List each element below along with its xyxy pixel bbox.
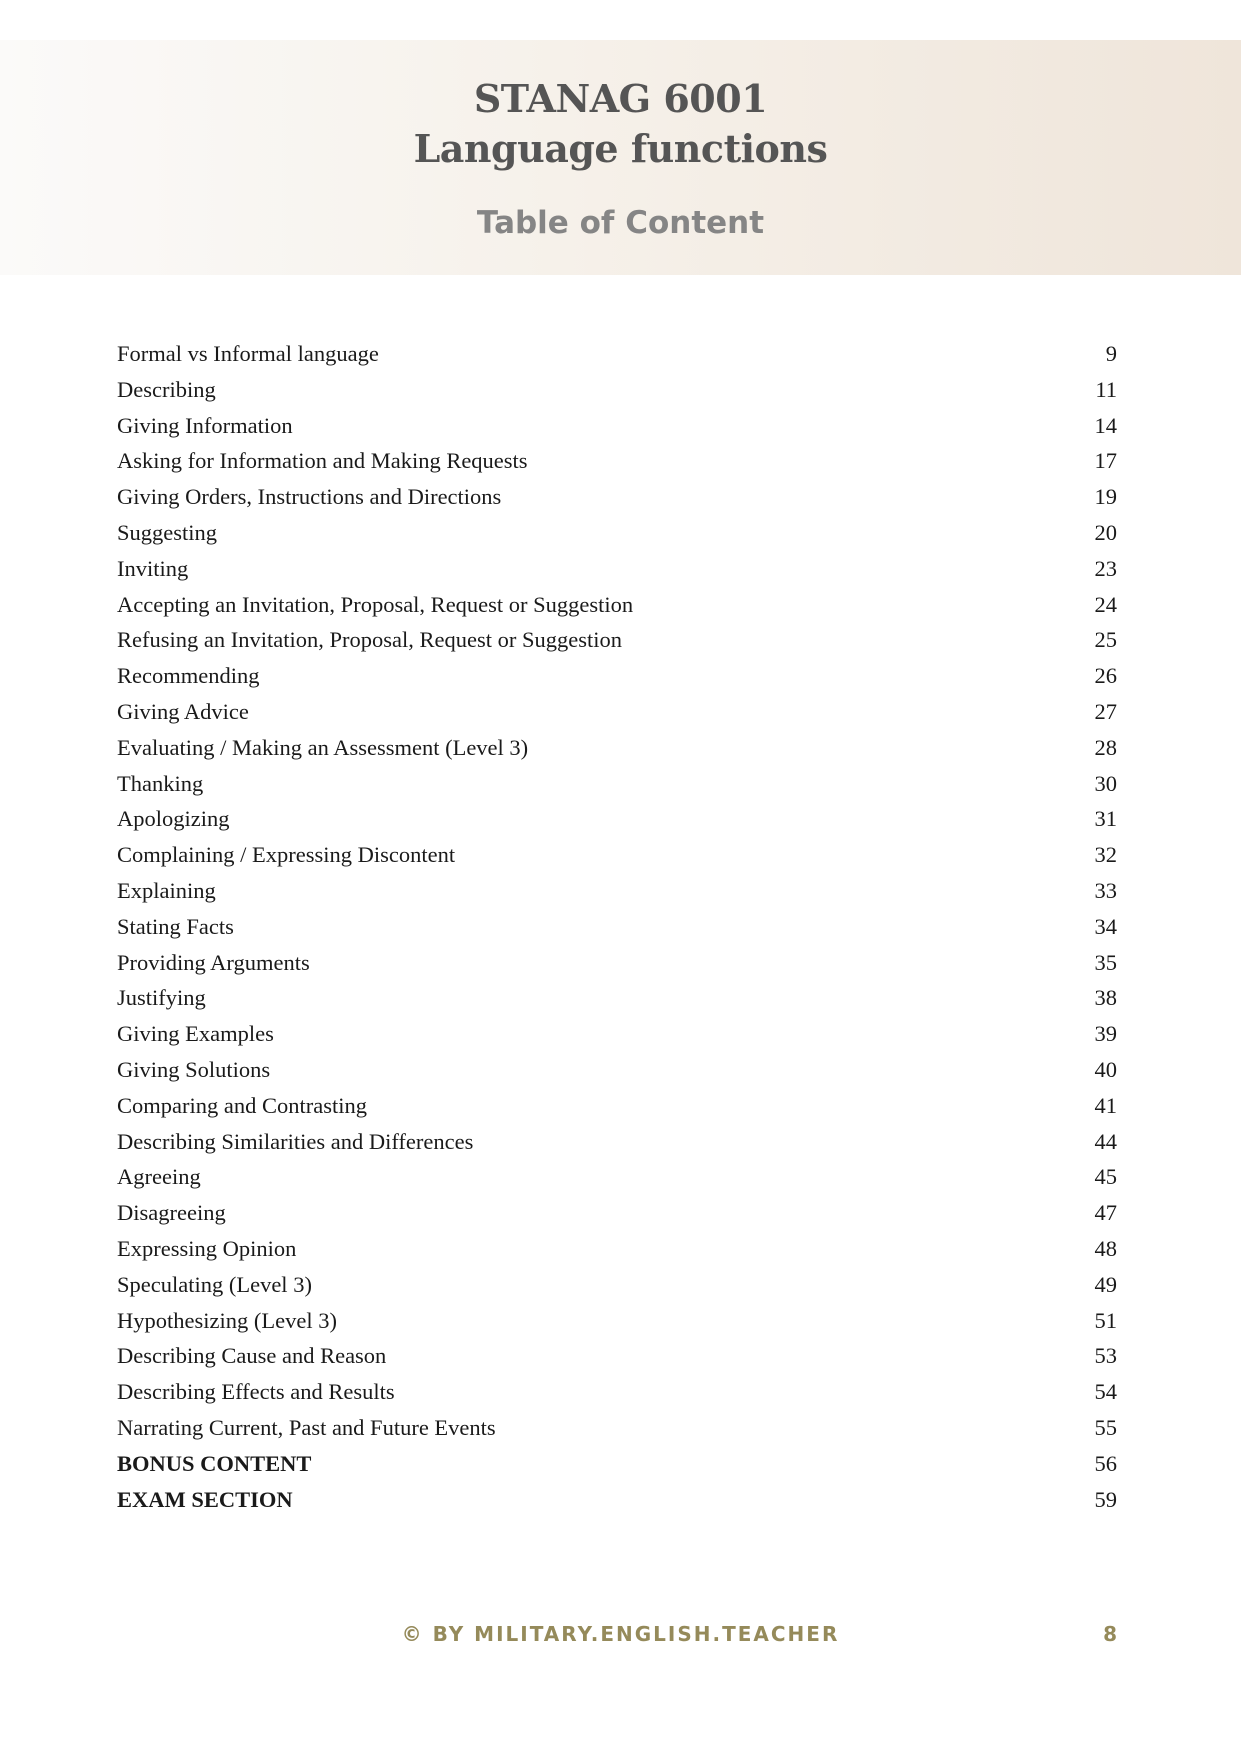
toc-entry[interactable] bbox=[117, 556, 1117, 592]
toc-entry-page: 24 bbox=[1094, 591, 1117, 617]
toc-entry-title: Describing Effects and Results bbox=[117, 1379, 395, 1405]
toc-entry-page: 20 bbox=[1094, 519, 1117, 545]
toc-entry-title: Accepting an Invitation, Proposal, Request or Suggestion bbox=[117, 591, 634, 617]
toc-entry[interactable] bbox=[117, 950, 1117, 986]
toc-entry[interactable] bbox=[117, 448, 1117, 484]
toc-entry-title: Inviting bbox=[117, 555, 189, 581]
toc-entry[interactable] bbox=[117, 771, 1117, 807]
toc-entry-page: 17 bbox=[1094, 448, 1117, 474]
toc-entry[interactable] bbox=[117, 377, 1117, 413]
toc-entry-page: 47 bbox=[1094, 1200, 1117, 1226]
table-of-contents bbox=[117, 341, 1117, 1522]
toc-entry[interactable] bbox=[117, 699, 1117, 735]
toc-entry-page: 32 bbox=[1094, 842, 1117, 868]
toc-entry[interactable] bbox=[117, 1451, 1117, 1487]
toc-entry-page: 48 bbox=[1094, 1235, 1117, 1261]
toc-entry-title: Recommending bbox=[117, 663, 260, 689]
toc-entry-title: Refusing an Invitation, Proposal, Request or Suggestion bbox=[117, 627, 622, 653]
toc-entry-title: Giving Examples bbox=[117, 1021, 274, 1047]
toc-entry-title: BONUS CONTENT bbox=[117, 1450, 312, 1476]
toc-entry-page: 11 bbox=[1095, 376, 1117, 402]
toc-entry-page: 26 bbox=[1094, 663, 1117, 689]
toc-entry-page: 35 bbox=[1094, 949, 1117, 975]
toc-entry-page: 9 bbox=[1105, 341, 1117, 366]
toc-entry-title: Describing Cause and Reason bbox=[117, 1343, 387, 1369]
toc-entry[interactable] bbox=[117, 1236, 1117, 1272]
toc-entry-page: 51 bbox=[1094, 1307, 1117, 1333]
toc-entry-title: Providing Arguments bbox=[117, 949, 310, 975]
toc-entry-title: Comparing and Contrasting bbox=[117, 1092, 367, 1118]
toc-entry-title: Suggesting bbox=[117, 519, 218, 545]
toc-entry-title: Thanking bbox=[117, 770, 204, 796]
toc-entry[interactable] bbox=[117, 341, 1117, 377]
toc-entry-title: Justifying bbox=[117, 985, 206, 1011]
document-subtitle: Language functions bbox=[413, 126, 828, 171]
toc-entry-page: 53 bbox=[1094, 1343, 1117, 1369]
toc-entry[interactable] bbox=[117, 413, 1117, 449]
toc-entry-page: 54 bbox=[1094, 1379, 1117, 1405]
toc-entry-title: Hypothesizing (Level 3) bbox=[117, 1307, 337, 1333]
toc-entry[interactable] bbox=[117, 985, 1117, 1021]
toc-entry[interactable] bbox=[117, 1164, 1117, 1200]
toc-entry-title: Disagreeing bbox=[117, 1200, 226, 1226]
toc-entry[interactable] bbox=[117, 1021, 1117, 1057]
toc-entry[interactable] bbox=[117, 1415, 1117, 1451]
toc-entry-page: 23 bbox=[1094, 555, 1117, 581]
toc-entry-page: 40 bbox=[1094, 1056, 1117, 1082]
toc-entry-page: 59 bbox=[1094, 1486, 1117, 1512]
toc-entry[interactable] bbox=[117, 914, 1117, 950]
toc-entry-page: 30 bbox=[1094, 770, 1117, 796]
toc-entry-page: 28 bbox=[1094, 734, 1117, 760]
toc-entry-title: Complaining / Expressing Discontent bbox=[117, 842, 456, 868]
toc-entry[interactable] bbox=[117, 663, 1117, 699]
toc-entry-title: Describing bbox=[117, 376, 216, 402]
toc-entry-title: Formal vs Informal language bbox=[117, 341, 379, 366]
toc-entry[interactable] bbox=[117, 1379, 1117, 1415]
toc-entry[interactable] bbox=[117, 842, 1117, 878]
document-title: STANAG 6001 bbox=[473, 76, 768, 121]
toc-entry-page: 27 bbox=[1094, 698, 1117, 724]
toc-entry-title: Speculating (Level 3) bbox=[117, 1271, 312, 1297]
toc-entry[interactable] bbox=[117, 627, 1117, 663]
toc-entry-page: 34 bbox=[1094, 913, 1117, 939]
toc-entry-page: 14 bbox=[1094, 412, 1117, 438]
toc-entry-page: 56 bbox=[1094, 1450, 1117, 1476]
toc-entry[interactable] bbox=[117, 592, 1117, 628]
toc-entry-page: 44 bbox=[1094, 1128, 1117, 1154]
toc-entry-title: Evaluating / Making an Assessment (Level 3) bbox=[117, 734, 529, 760]
toc-entry-page: 38 bbox=[1094, 985, 1117, 1011]
footer-credit: © BY MILITARY.ENGLISH.TEACHER bbox=[401, 1622, 840, 1646]
toc-entry-title: EXAM SECTION bbox=[117, 1486, 293, 1512]
toc-entry-title: Stating Facts bbox=[117, 913, 234, 939]
toc-entry-title: Narrating Current, Past and Future Events bbox=[117, 1414, 496, 1440]
toc-entry[interactable] bbox=[117, 1057, 1117, 1093]
toc-entry-page: 41 bbox=[1094, 1092, 1117, 1118]
toc-heading: Table of Content bbox=[476, 205, 765, 241]
toc-entry[interactable] bbox=[117, 1308, 1117, 1344]
toc-entry-title: Giving Orders, Instructions and Directions bbox=[117, 484, 502, 510]
toc-entry-title: Giving Advice bbox=[117, 698, 249, 724]
toc-entry-title: Describing Similarities and Differences bbox=[117, 1128, 474, 1154]
toc-entry-page: 49 bbox=[1094, 1271, 1117, 1297]
toc-entry[interactable] bbox=[117, 520, 1117, 556]
toc-entry-title: Explaining bbox=[117, 877, 216, 903]
toc-entry[interactable] bbox=[117, 735, 1117, 771]
toc-entry-title: Expressing Opinion bbox=[117, 1235, 297, 1261]
toc-entry-page: 39 bbox=[1094, 1021, 1117, 1047]
toc-entry-title: Giving Solutions bbox=[117, 1056, 271, 1082]
toc-entry[interactable] bbox=[117, 484, 1117, 520]
toc-entry[interactable] bbox=[117, 878, 1117, 914]
toc-entry[interactable] bbox=[117, 1487, 1117, 1523]
toc-entry[interactable] bbox=[117, 1272, 1117, 1308]
toc-entry[interactable] bbox=[117, 1129, 1117, 1165]
toc-entry[interactable] bbox=[117, 1093, 1117, 1129]
toc-entry-page: 19 bbox=[1094, 484, 1117, 510]
footer-page-number: 8 bbox=[1103, 1622, 1117, 1646]
toc-entry-page: 55 bbox=[1094, 1414, 1117, 1440]
toc-entry-page: 33 bbox=[1094, 877, 1117, 903]
toc-entry-page: 25 bbox=[1094, 627, 1117, 653]
toc-entry-page: 45 bbox=[1094, 1164, 1117, 1190]
toc-entry[interactable] bbox=[117, 806, 1117, 842]
toc-entry-title: Agreeing bbox=[117, 1164, 201, 1190]
toc-entry-title: Asking for Information and Making Requests bbox=[117, 448, 528, 474]
toc-entry-page: 31 bbox=[1094, 806, 1117, 832]
toc-entry[interactable] bbox=[117, 1200, 1117, 1236]
toc-entry[interactable] bbox=[117, 1343, 1117, 1379]
toc-entry-title: Giving Information bbox=[117, 412, 293, 438]
toc-entry-title: Apologizing bbox=[117, 806, 230, 832]
